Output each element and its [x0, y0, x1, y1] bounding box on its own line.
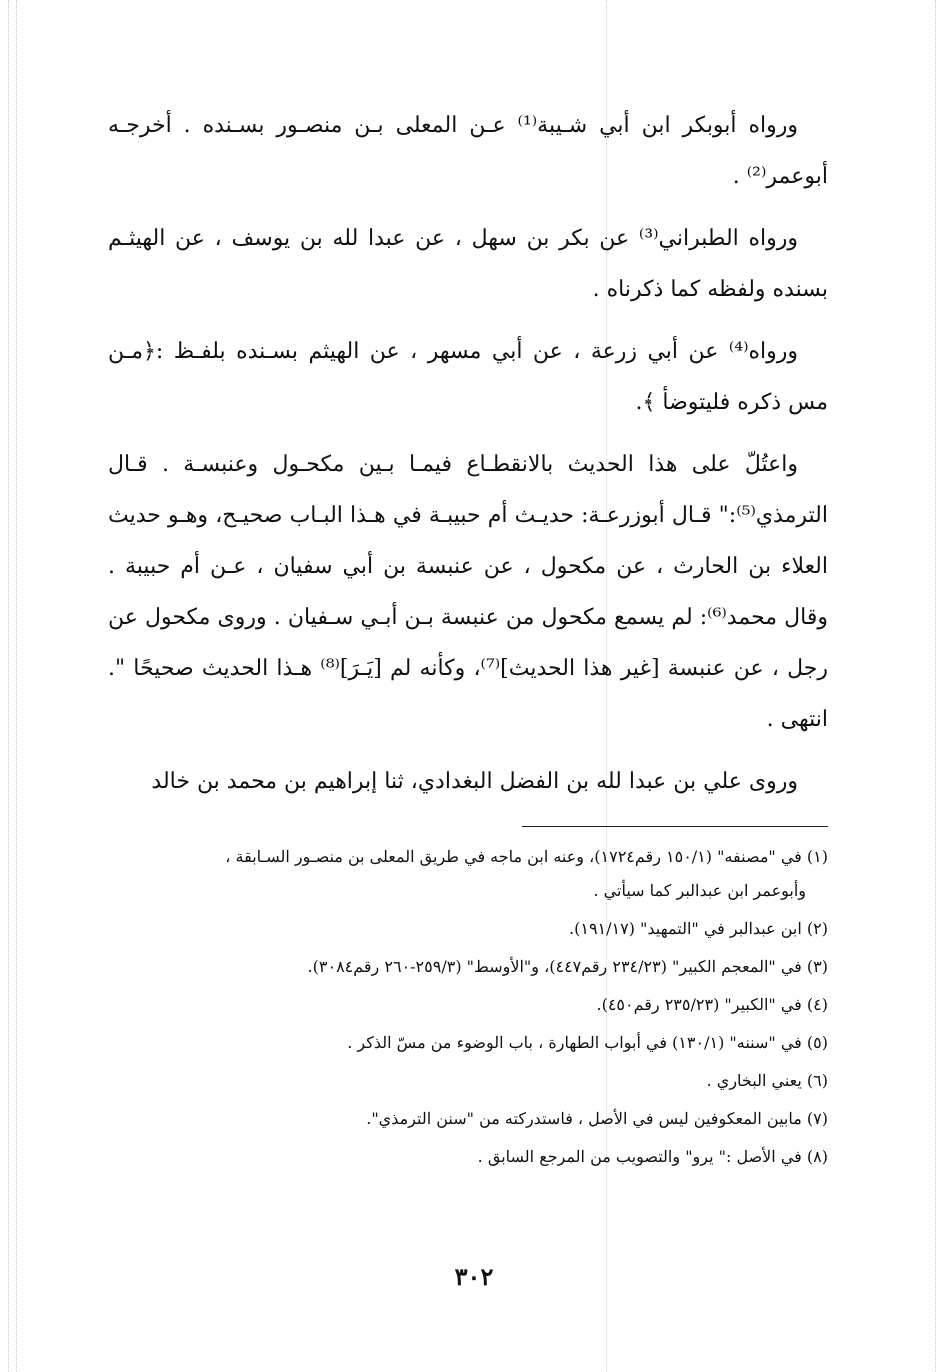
paragraph-5: وروى علي بن عبدا لله بن الفضل البغدادي، ثنا إبراهيم بن محمد بن خالد [151, 769, 798, 794]
footnote-8: (٨) في الأصل :" يرو" والتصويب من المرجع السابق . [477, 1147, 828, 1166]
main-text [108, 100, 828, 807]
paragraph-3: ورواه⁽⁴⁾ عن أبي زرعة ، عن أبي مسهر ، عن الهيثم بسـنده بلفـظ :﴿مـن مس ذكره فليتوضأ ﴾. [108, 339, 828, 415]
paragraph-2: ورواه الطبراني⁽³⁾ عن بكر بن سهل ، عن عبدا لله بن يوسف ، عن الهيثـم بسنده ولفظه كما ذكرناه . [108, 226, 828, 302]
footnote-separator [522, 826, 828, 827]
scan-guide-line-right [935, 0, 936, 1372]
footnote-2: (٢) ابن عبدالبر في "التمهيد" (١٩١/١٧). [569, 919, 828, 938]
footnote-1-continuation: وأبوعمر ابن عبدالبر كما سيأتي . [593, 881, 806, 900]
footnote-7: (٧) مابين المعكوفين ليس في الأصل ، فاستدركته من "سنن الترمذي". [366, 1109, 828, 1128]
footnote-3: (٣) في "المعجم الكبير" (٢٣٤/٢٣ رقم٤٤٧)، و"الأوسط" (٢٥٩/٣-٢٦٠ رقم٣٠٨٤). [307, 957, 828, 976]
footnote-6: (٦) يعني البخاري . [706, 1071, 828, 1090]
footnotes [150, 846, 828, 1184]
footnote-1 [150, 846, 828, 902]
paragraph-1: ورواه أبوبكر ابن أبي شـيبة⁽¹⁾ عـن المعلى بـن منصـور بسـنده . أخرجـه أبوعمر⁽²⁾ . [108, 113, 828, 189]
paragraph-4: واعتُلّ على هذا الحديث بالانقطـاع فيمـا بـين مكحـول وعنبسـة . قـال الترمذي⁽⁵⁾:" قـال أبوزرعـة: حديـث أم حبيبـة في هـذا البـاب صحيـح، وهـو حديث العلاء بن الحارث ، عن مكحول ، عن عنبسة بن أبي سفيان ، عـن أم حبيبة . وقال محمد⁽⁶⁾: لم يسمع مكحول من عنبسة بـن أبـي سـفيان . وروى مكحول عن رجل ، عن عنبسة [غير هذا الحديث]⁽⁷⁾، وكأنه لم [يَـرَ]⁽⁸⁾ هـذا الحديث صحيحًا ". انتهى . [108, 452, 829, 732]
footnote-1-text: (١) في "مصنفه" (١٥٠/١ رقم١٧٢٤)، وعنه ابن ماجه في طريق المعلى بن منصـور السـابقة ، [225, 847, 828, 866]
footnote-4: (٤) في "الكبير" (٢٣٥/٢٣ رقم٤٥٠). [596, 995, 828, 1014]
footnote-5: (٥) في "سننه" (١٣٠/١) في أبواب الطهارة ، باب الوضوء من مسّ الذكر . [347, 1033, 828, 1052]
page-number: ٣٠٢ [454, 1262, 494, 1291]
scan-guide-line-left [8, 0, 9, 1372]
scan-guide-line-left-inner [16, 0, 17, 1372]
